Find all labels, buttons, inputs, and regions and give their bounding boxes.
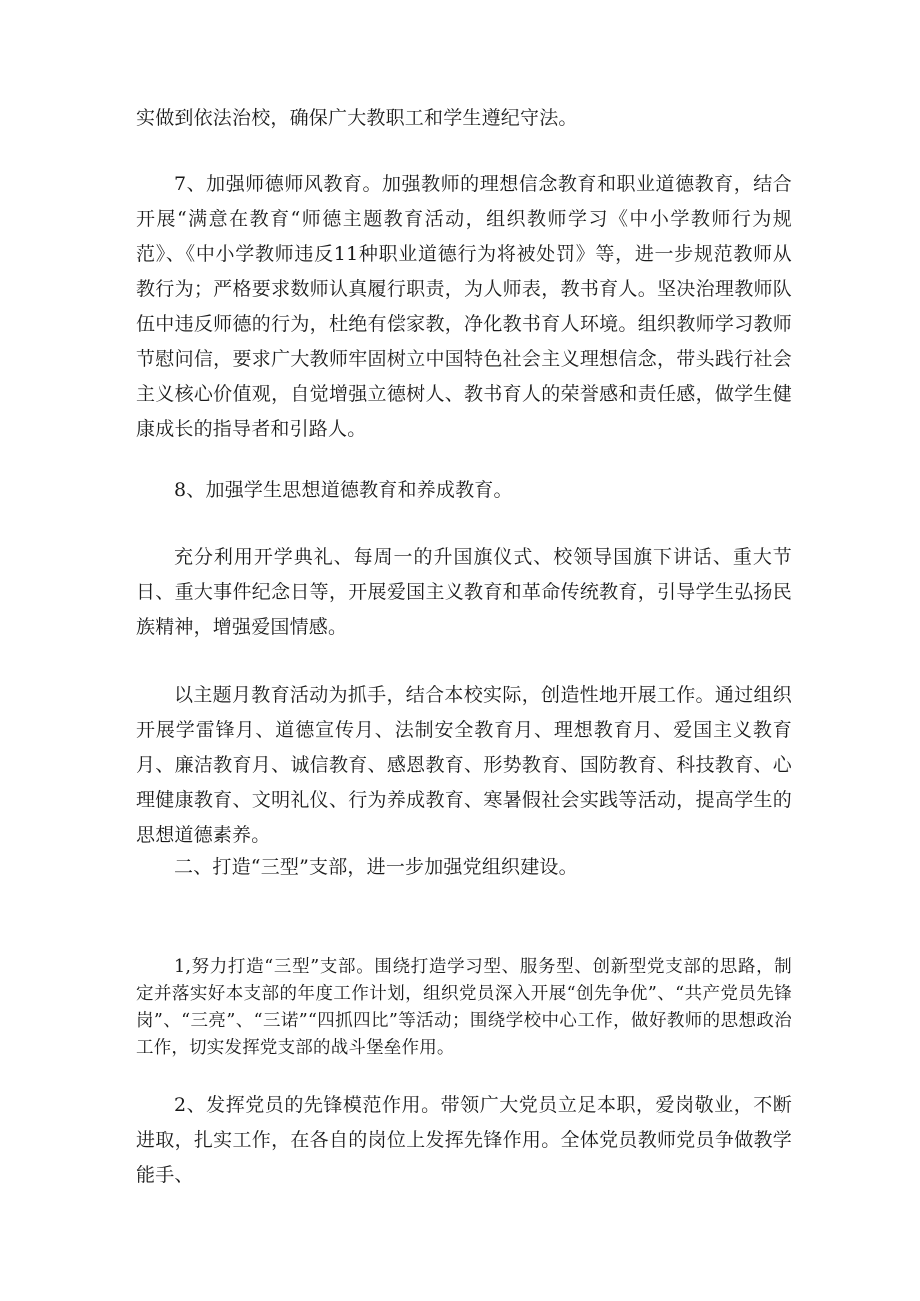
paragraph-patriotic-education: 充分利用开学典礼、每周一的升国旗仪式、校领导国旗下讲话、重大节日、重大事件纪念日等，开展爱国主义教育和革命传统教育，引导学生弘扬民族精神，增强爱国情感。 xyxy=(136,546,792,638)
paragraph-theme-month-activities: 以主题月教育活动为抓手，结合本校实际，创造性地开展工作。通过组织开展学雷锋月、道德宣传月、法制安全教育月、理想教育月、爱国主义教育月、廉洁教育月、诚信教育、感恩教育、形势教育、国防教育、科技教育、心理健康教育、文明礼仪、行为养成教育、寒暑假社会实践等活动，提高学生的思想道德素养。 xyxy=(136,684,792,846)
paragraph-three-type-branch: 1,努力打造“三型”支部。围绕打造学习型、服务型、创新型党支部的思路，制定并落实好本支部的年度工作计划，组织党员深入开展“创先争优”、“共产党员先锋岗”、“三亮”、“三诺”“四抓四比”等活动；围绕学校中心工作，做好教师的思想政治工作，切实发挥党支部的战斗堡垒作用。 xyxy=(136,957,792,1058)
paragraph-party-member-vanguard: 2、发挥党员的先锋模范作用。带领广大党员立足本职，爱岗敬业，不断进取，扎实工作，在各自的岗位上发挥先锋作用。全体党员教师党员争做教学能手、 xyxy=(136,1094,792,1186)
paragraph-law-governance-end: 实做到依法治校，确保广大教职工和学生遵纪守法。 xyxy=(136,107,578,129)
paragraph-teacher-ethics: 7、加强师德师风教育。加强教师的理想信念教育和职业道德教育，结合开展“满意在教育“师德主题教育活动，组织教师学习《中小学教师行为规范》、《中小学教师违反11种职业道德行为将被处罚》等，进一步规范教师从教行为；严格要求数师认真履行职责，为人师表，教书育人。坚决治理教师队伍中违反师德的行为，杜绝有偿家教，净化教书育人环境。组织教师学习教师节慰问信，要求广大教师牢固树立中国特色社会主义理想信念，带头践行社会主义核心价值观，自觉增强立德树人、教书育人的荣誉感和责任感，做学生健康成长的指导者和引路人。 xyxy=(136,173,792,440)
paragraph-student-moral-heading: 8、加强学生思想道德教育和养成教育。 xyxy=(174,479,513,501)
section-heading-three-type-branch: 二、打造“三型”支部，进一步加强党组织建设。 xyxy=(174,856,578,878)
